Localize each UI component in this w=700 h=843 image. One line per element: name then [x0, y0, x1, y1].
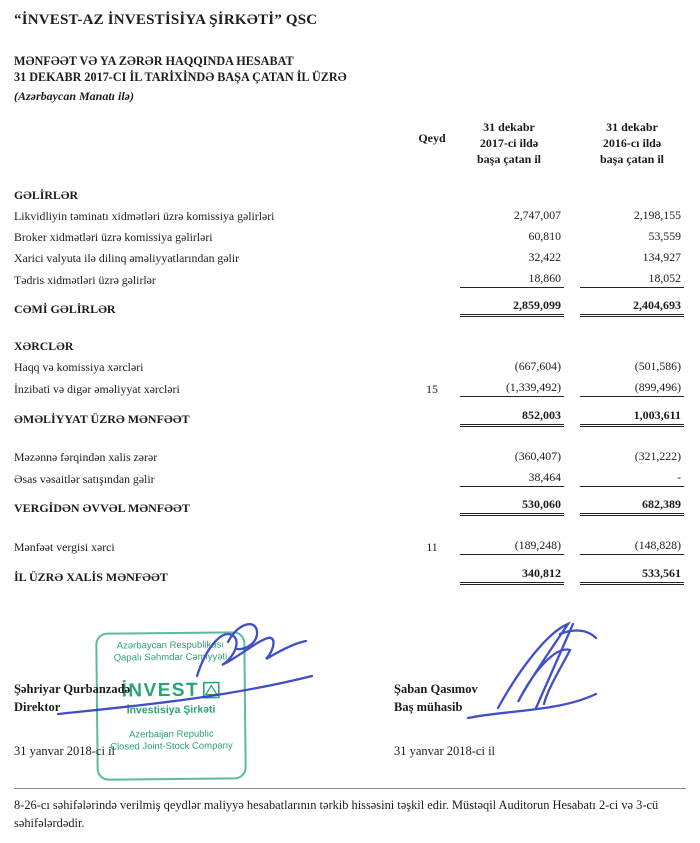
total-row — [14, 489, 686, 521]
row-value-2016: (899,496) — [580, 380, 684, 397]
row-value-2016: 2,198,155 — [633, 207, 681, 222]
section-header-row — [14, 184, 686, 206]
row-value-2017: 2,747,007 — [513, 207, 561, 222]
row-label: ƏMƏLİYYAT ÜZRƏ MƏNFƏƏT — [14, 411, 190, 426]
row-label: CƏMİ GƏLİRLƏR — [14, 302, 116, 317]
row-value-2016: (501,586) — [634, 359, 681, 374]
row-label: İnzibati və digər əməliyyat xərcləri — [14, 382, 180, 397]
stamp-entity-az: Qapalı Səhmdar Cəmiyyəti — [113, 650, 228, 664]
signature-block-right — [394, 680, 478, 718]
row-note — [404, 432, 460, 468]
row-value-2017: 2,859,099 — [460, 298, 564, 317]
row-label: Mənfəət vergisi xərci — [14, 540, 115, 555]
row-note — [404, 247, 460, 268]
row-note — [404, 357, 460, 378]
row-value-2016: 682,389 — [580, 497, 684, 516]
row-value-2016: 18,052 — [580, 271, 684, 288]
row-value-2017: 530,060 — [460, 497, 564, 516]
row-value-2016: 134,927 — [642, 249, 681, 264]
table-row — [14, 205, 686, 226]
report-title-line2: 31 DEKABR 2017-CI İL TARİXİNDƏ BAŞA ÇATAN İL ÜZRƏ — [14, 70, 347, 85]
signatory-title-right: Baş mühasib — [394, 700, 463, 715]
table-row — [14, 247, 686, 268]
total-row — [14, 400, 686, 432]
row-label: XƏRCLƏR — [14, 339, 74, 354]
row-value-2017: 38,464 — [460, 470, 564, 487]
row-value-2016: 2,404,693 — [580, 298, 684, 317]
row-label: Məzənnə fərqindən xalis zərər — [14, 449, 158, 464]
signature-date-left: 31 yanvar 2018-ci il — [14, 743, 116, 758]
signatory-title-left: Direktor — [14, 700, 61, 715]
row-label: VERGİDƏN ƏVVƏL MƏNFƏƏT — [14, 501, 190, 516]
stamp-country-en: Azerbaijan Republic — [128, 727, 214, 740]
table-row — [14, 268, 686, 290]
row-value-2017: (360,407) — [514, 448, 561, 463]
signatory-name-left: Şəhriyar Qurbanzadə — [14, 681, 131, 696]
table-row — [14, 226, 686, 247]
row-value-2017: (1,339,492) — [460, 380, 564, 397]
row-note — [404, 467, 460, 489]
invest-logo-icon — [203, 681, 220, 698]
table-row — [14, 357, 686, 378]
row-value-2016: - — [580, 470, 684, 487]
signature-right-ink — [468, 624, 596, 718]
row-value-2017: 18,860 — [460, 271, 564, 288]
row-label: Əsas vəsaitlər satışından gəlir — [14, 471, 155, 486]
row-value-2017: (189,248) — [460, 538, 564, 555]
row-label: GƏLİRLƏR — [14, 187, 78, 202]
row-value-2016: (321,222) — [634, 448, 681, 463]
row-note: 11 — [426, 540, 438, 555]
signature-date-right: 31 yanvar 2018-ci il — [394, 743, 496, 758]
report-title-line1: MƏNFƏƏT VƏ YA ZƏRƏR HAQQINDA HESABAT — [14, 54, 294, 68]
row-note: 15 — [426, 382, 438, 397]
footer-note: 8-26-cı səhifələrində verilmiş qeydlər maliyyə hesabatlarının tərkib hissəsini təşkil edir. Müstəqil Auditorun Hesabatı 2-ci və 3-cü səhifələrdədir. — [14, 788, 686, 833]
stamp-country-az: Azərbaycan Respublikası — [116, 639, 225, 652]
row-label: Xarici valyuta ilə dilinq əməliyyatlarından gəlir — [14, 250, 240, 265]
stamp-entity-en: Closed Joint-Stock Company — [110, 739, 233, 752]
row-value-2017: 340,812 — [460, 566, 564, 585]
table-row — [14, 378, 686, 400]
signature-block-left — [14, 680, 130, 718]
stamp-company-type-az: İnvestisiya Şirkəti — [126, 702, 216, 716]
table-row — [14, 432, 686, 468]
total-row — [14, 558, 686, 590]
row-value-2017: 852,003 — [460, 408, 564, 427]
column-header-2016: 31 dekabr 2016-cı ildə başa çatan il — [599, 120, 664, 166]
row-note — [404, 268, 460, 290]
row-value-2016: 533,561 — [580, 566, 684, 585]
row-label: Likvidliyin təminatı xidmətləri üzrə komissiya gəlirləri — [14, 208, 275, 223]
currency-note: (Azərbaycan Manatı ilə) — [14, 88, 134, 103]
row-label: Broker xidmətləri üzrə komissiya gəlirləri — [14, 229, 213, 244]
row-label: İL ÜZRƏ XALİS MƏNFƏƏT — [14, 569, 168, 584]
signatory-name-right: Şaban Qasımov — [394, 681, 478, 696]
signature-area — [14, 592, 686, 784]
row-value-2016: (148,828) — [580, 538, 684, 555]
row-label: Haqq və komissiya xərcləri — [14, 360, 144, 375]
row-value-2016: 1,003,611 — [580, 408, 684, 427]
table-row — [14, 467, 686, 489]
column-header-note: Qeyd — [418, 131, 446, 146]
report-title — [14, 53, 686, 104]
income-statement-table — [14, 120, 686, 589]
row-note — [404, 226, 460, 247]
row-value-2017: (667,604) — [514, 359, 561, 374]
row-value-2016: 53,559 — [648, 228, 681, 243]
row-value-2017: 32,422 — [528, 249, 561, 264]
section-header-row — [14, 322, 686, 357]
table-row — [14, 521, 686, 558]
total-row — [14, 290, 686, 322]
invest-logo-text: İNVEST — [121, 679, 200, 701]
table-header-row — [14, 120, 686, 183]
row-label: Tədris xidmətləri üzrə gəlirlər — [14, 272, 156, 287]
row-value-2017: 60,810 — [528, 228, 561, 243]
column-header-description — [14, 120, 404, 183]
column-header-2017: 31 dekabr 2017-ci ildə başa çatan il — [476, 120, 541, 166]
company-name: “İNVEST-AZ İNVESTİSİYA ŞİRKƏTİ” QSC — [14, 12, 318, 28]
row-note — [404, 205, 460, 226]
